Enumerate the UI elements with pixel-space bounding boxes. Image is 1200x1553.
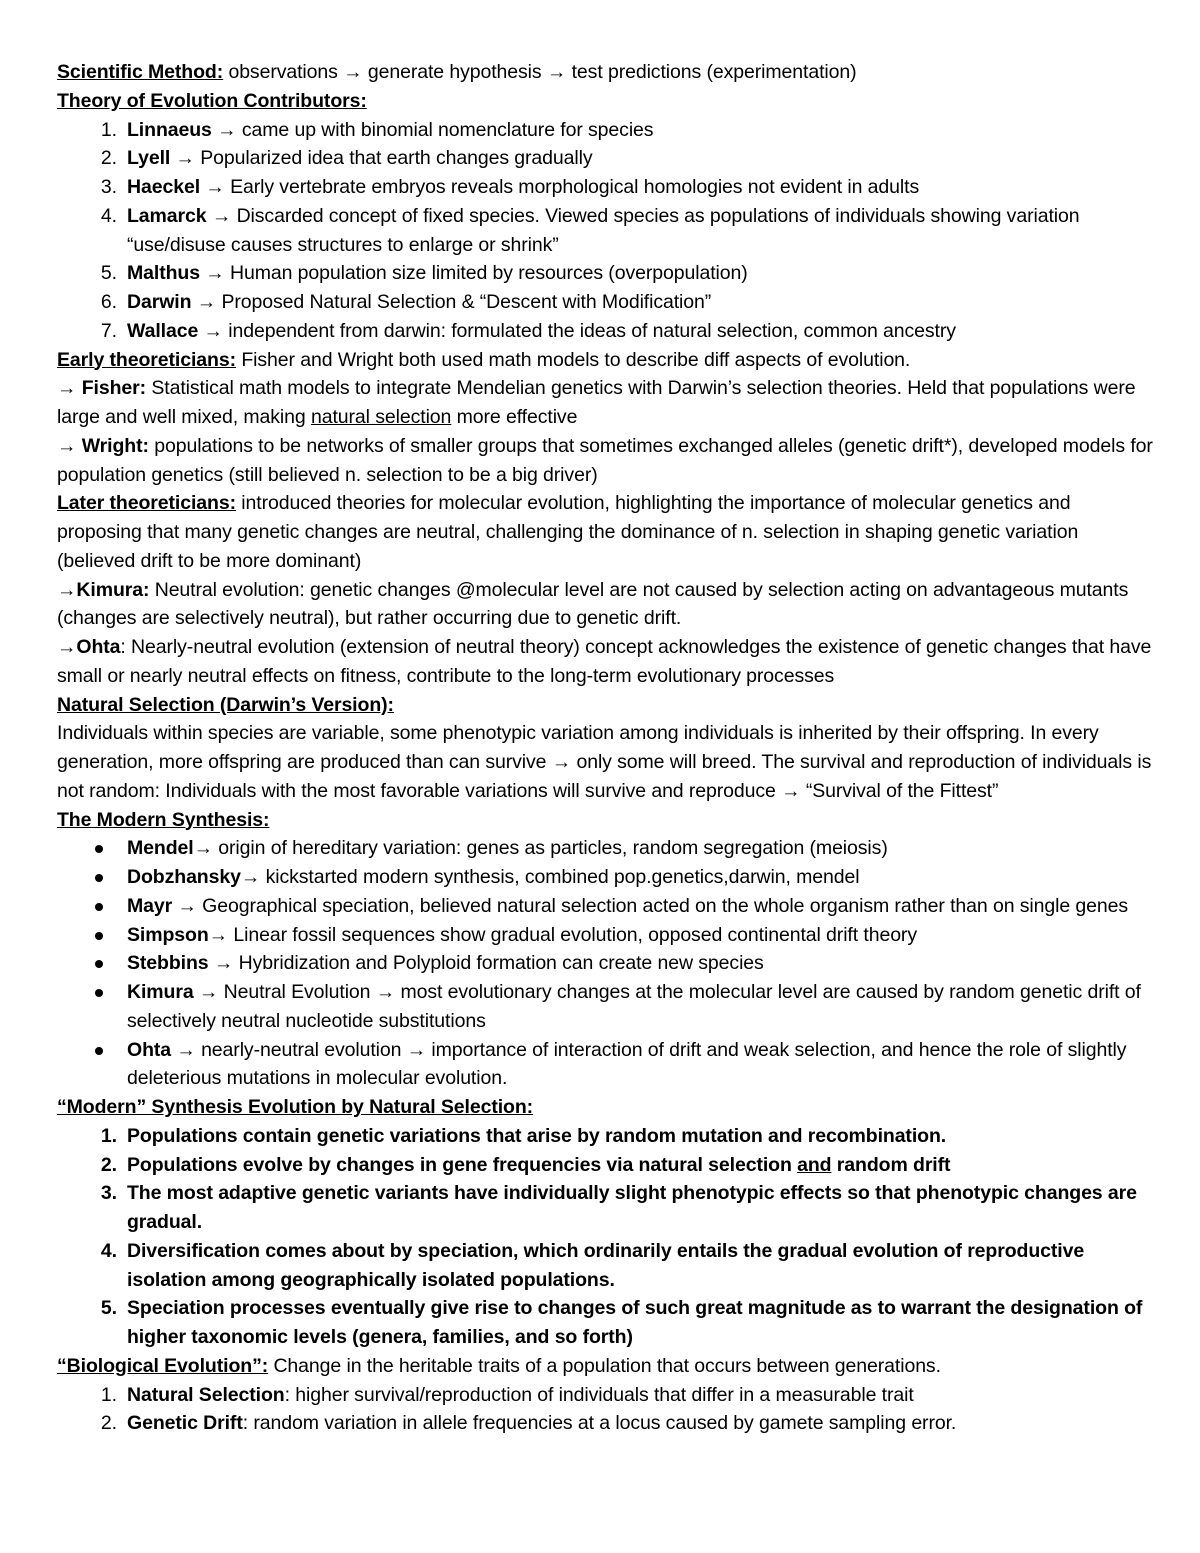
list-item	[57, 1179, 1157, 1237]
fisher-paragraph	[57, 374, 1157, 432]
list-item	[57, 834, 1157, 863]
scientist-text: → kickstarted modern synthesis, combined pop.genetics,darwin, mendel	[240, 866, 860, 888]
natural-selection-heading: Natural Selection (Darwin’s Version):	[57, 693, 394, 716]
list-number: 4.	[100, 204, 117, 227]
kimura-paragraph	[57, 576, 1157, 634]
wright-label: → Wright:	[57, 434, 149, 457]
bullet-icon	[95, 1047, 103, 1055]
contributors-list	[57, 116, 1157, 346]
list-item	[57, 288, 1157, 317]
list-number: 5.	[100, 262, 117, 285]
list-number: 7.	[100, 319, 117, 342]
scientist-name: Mayr	[127, 894, 173, 917]
biological-evolution-list	[57, 1381, 1157, 1439]
list-item	[57, 202, 1157, 260]
list-item	[57, 892, 1157, 921]
scientist-name: Mendel	[127, 837, 194, 860]
list-number: 4.	[100, 1239, 117, 1262]
fisher-text-end: more effective	[451, 406, 578, 428]
list-number: 3.	[100, 176, 117, 198]
term-text: : random variation in allele frequencies at a locus caused by gamete sampling error.	[242, 1412, 957, 1435]
contributor-name: Malthus	[127, 262, 200, 285]
bullet-icon	[95, 960, 103, 968]
scientific-method-line	[57, 58, 1157, 87]
term-text: : higher survival/reproduction of individuals that differ in a measurable trait	[284, 1383, 914, 1406]
list-item-text: The most adaptive genetic variants have individually slight phenotypic effects so that phenotypic changes are gradual.	[127, 1182, 1137, 1233]
scientific-method-heading: Scientific Method:	[57, 61, 224, 83]
contributor-name: Haeckel	[127, 176, 201, 198]
early-theoreticians-heading: Early theoreticians:	[57, 348, 236, 371]
scientist-name: Simpson	[127, 923, 209, 946]
contributor-name: Lamarck	[127, 204, 207, 227]
list-number: 2.	[100, 147, 117, 170]
modern-synthesis-heading: The Modern Synthesis:	[57, 808, 270, 831]
fisher-label: → Fisher:	[57, 377, 147, 400]
modern-synthesis-evolution-list	[57, 1122, 1157, 1352]
bullet-icon	[95, 932, 103, 940]
scientist-text: → Geographical speciation, believed natural selection acted on the whole organism rather than on single genes	[172, 894, 1129, 917]
later-theoreticians-text: introduced theories for molecular evolution, highlighting the importance of molecular genetics and proposing that many genetic changes are neutral, challenging the dominance of n. selection in shaping genetic variation (believed drift to be more dominant)	[57, 492, 1079, 572]
list-item	[57, 173, 1157, 202]
contributor-name: Wallace	[127, 319, 199, 342]
list-item	[57, 1036, 1157, 1094]
contributor-text: → Proposed Natural Selection & “Descent with Modification”	[191, 291, 712, 313]
list-item	[57, 1237, 1157, 1295]
biological-evolution-heading: “Biological Evolution”:	[57, 1354, 269, 1377]
list-number: 1.	[100, 1383, 117, 1406]
list-number: 1.	[100, 118, 117, 141]
list-item-text: Populations evolve by changes in gene frequencies via natural selection	[127, 1153, 798, 1176]
bullet-icon	[95, 874, 103, 882]
list-item	[57, 1409, 1157, 1438]
wright-paragraph	[57, 432, 1157, 490]
document-page	[57, 58, 1157, 1438]
list-number: 2.	[100, 1412, 117, 1435]
list-item	[57, 1151, 1157, 1180]
contributor-text: → independent from darwin: formulated the ideas of natural selection, common ancestry	[198, 319, 956, 342]
list-item-underlined: and	[797, 1153, 832, 1176]
biological-evolution-line	[57, 1352, 1157, 1381]
contributor-text: → Popularized idea that earth changes gradually	[170, 147, 593, 170]
list-number: 5.	[100, 1297, 117, 1320]
biological-evolution-text: Change in the heritable traits of a population that occurs between generations.	[268, 1354, 941, 1377]
contributor-name: Darwin	[127, 291, 192, 313]
modern-synthesis-evolution-heading: “Modern” Synthesis Evolution by Natural Selection:	[57, 1096, 534, 1118]
list-item-text: Populations contain genetic variations that arise by random mutation and recombination.	[127, 1124, 947, 1147]
later-theoreticians-heading: Later theoreticians:	[57, 492, 236, 515]
ohta-paragraph	[57, 633, 1157, 691]
fisher-text: Statistical math models to integrate Mendelian genetics with Darwin’s selection theories. Held that populations were large and well mixed, making	[57, 377, 1136, 428]
scientist-name: Stebbins	[127, 952, 209, 975]
list-item-text-end: random drift	[831, 1153, 951, 1176]
list-item	[57, 949, 1157, 978]
early-theoreticians-line	[57, 346, 1157, 375]
later-theoreticians-paragraph	[57, 489, 1157, 575]
bullet-icon	[95, 845, 103, 853]
list-item-text: Diversification comes about by speciation, which ordinarily entails the gradual evolution of reproductive isolation among geographically isolated populations.	[127, 1239, 1085, 1291]
term-name: Natural Selection	[127, 1383, 285, 1406]
contributor-name: Lyell	[127, 147, 171, 170]
scientist-text: → Hybridization and Polyploid formation can create new species	[208, 952, 764, 975]
list-item	[57, 978, 1157, 1036]
contributors-heading: Theory of Evolution Contributors:	[57, 89, 367, 112]
list-item	[57, 259, 1157, 288]
fisher-underlined: natural selection	[310, 406, 452, 428]
ohta-text: : Nearly-neutral evolution (extension of neutral theory) concept acknowledges the existence of genetic changes that have small or nearly neutral effects on fitness, contribute to the long-term evolutionary processes	[57, 636, 1152, 687]
list-item	[57, 144, 1157, 173]
list-number: 1.	[100, 1124, 117, 1147]
list-number: 6.	[100, 291, 117, 313]
scientist-text: → nearly-neutral evolution → importance of interaction of drift and weak selection, and hence the role of slightly deleterious mutations in molecular evolution.	[127, 1038, 1127, 1090]
scientist-name: Ohta	[127, 1038, 172, 1061]
wright-text: populations to be networks of smaller groups that sometimes exchanged alleles (genetic drift*), developed models for population genetics (still believed n. selection to be a big driver)	[57, 434, 1153, 486]
list-item	[57, 863, 1157, 892]
scientist-text: → Neutral Evolution → most evolutionary changes at the molecular level are caused by random genetic drift of selectively neutral nucleotide substitutions	[127, 981, 1141, 1032]
kimura-label: →Kimura:	[57, 578, 150, 601]
scientist-text: → origin of hereditary variation: genes as particles, random segregation (meiosis)	[193, 837, 888, 860]
bullet-icon	[95, 903, 103, 911]
term-name: Genetic Drift	[127, 1412, 243, 1435]
list-number: 3.	[100, 1182, 117, 1205]
list-item	[57, 1294, 1157, 1352]
modern-synthesis-list	[57, 834, 1157, 1093]
contributor-text: → Human population size limited by resources (overpopulation)	[199, 262, 748, 285]
list-item	[57, 1381, 1157, 1410]
list-item-text: Speciation processes eventually give rise to changes of such great magnitude as to warrant the designation of higher taxonomic levels (genera, families, and so forth)	[127, 1297, 1143, 1348]
ohta-label: →Ohta	[57, 636, 121, 658]
scientist-text: → Linear fossil sequences show gradual evolution, opposed continental drift theory	[208, 923, 917, 946]
contributor-text: → Discarded concept of fixed species. Viewed species as populations of individuals showing variation “use/disuse causes structures to enlarge or shrink”	[127, 204, 1080, 256]
natural-selection-text: Individuals within species are variable, some phenotypic variation among individuals is inherited by their offspring. In every generation, more offspring are produced than can survive → only some will breed. The survival and reproduction of individuals is not random: Individuals with the most favorable variations will survive and reproduce → “Survival of the Fittest”	[57, 722, 1152, 802]
bullet-icon	[95, 989, 103, 997]
scientific-method-text: observations → generate hypothesis → test predictions (experimentation)	[223, 61, 857, 83]
contributor-name: Linnaeus	[127, 118, 212, 141]
list-item	[57, 1122, 1157, 1151]
list-item	[57, 921, 1157, 950]
list-number: 2.	[100, 1153, 117, 1176]
early-theoreticians-text: Fisher and Wright both used math models to describe diff aspects of evolution.	[236, 348, 911, 371]
contributor-text: → came up with binomial nomenclature for species	[211, 118, 654, 141]
scientist-name: Kimura	[127, 981, 194, 1003]
list-item	[57, 317, 1157, 346]
kimura-text: Neutral evolution: genetic changes @molecular level are not caused by selection acting on advantageous mutants (changes are selectively neutral), but rather occurring due to genetic drift.	[57, 578, 1129, 630]
scientist-name: Dobzhansky	[127, 866, 241, 888]
contributor-text: → Early vertebrate embryos reveals morphological homologies not evident in adults	[200, 176, 920, 198]
list-item	[57, 116, 1157, 145]
